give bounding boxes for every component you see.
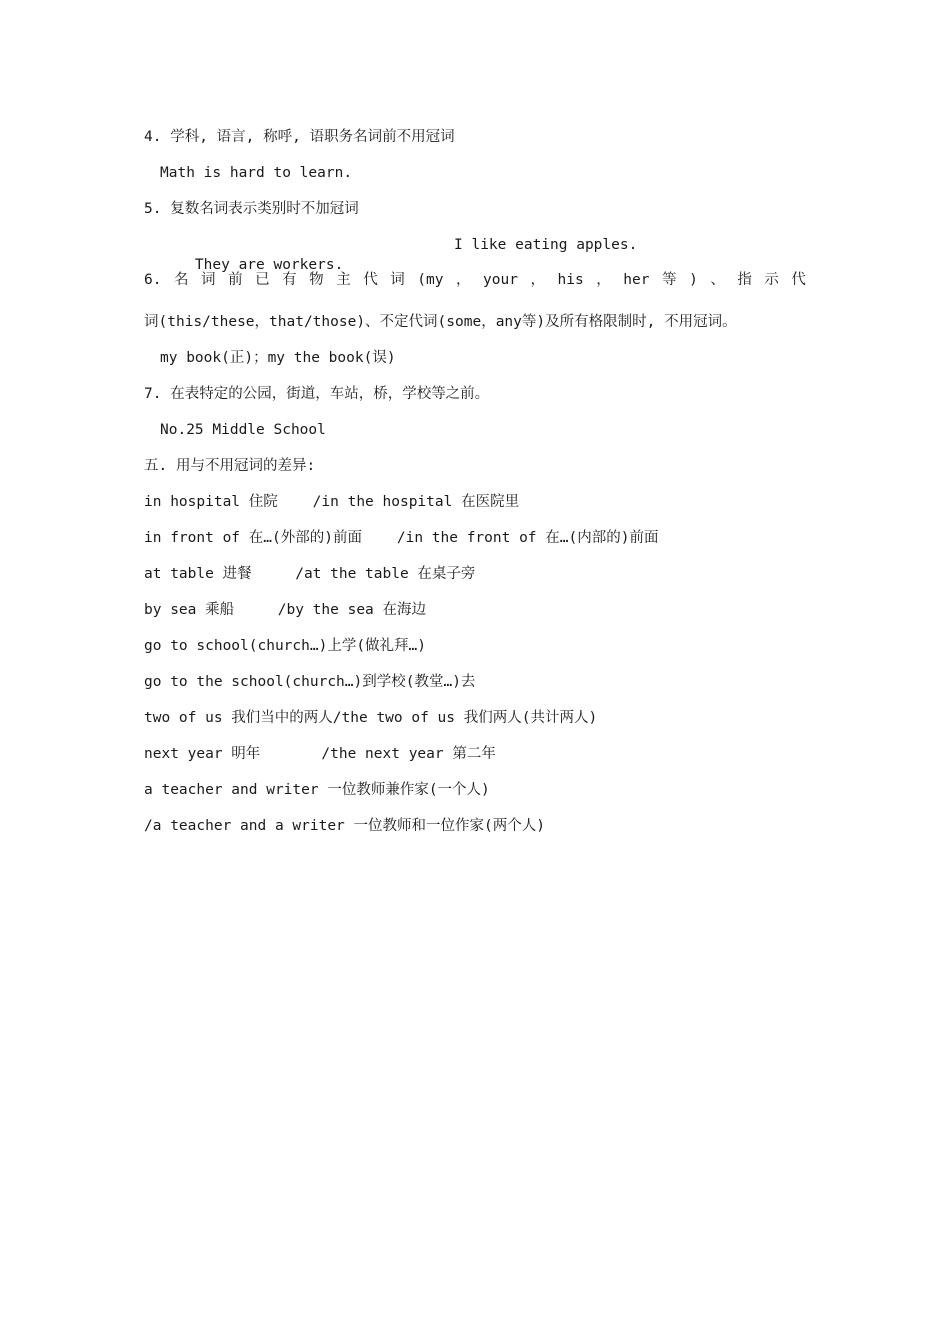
pair-line: by sea 乘船 /by the sea 在海边 <box>144 602 427 618</box>
pair-line: go to the school(church…)到学校(教堂…)去 <box>144 674 476 690</box>
pair-line: in hospital 住院 /in the hospital 在医院里 <box>144 494 520 510</box>
item6-token: 有 <box>282 272 297 288</box>
item6-title <box>144 270 806 290</box>
item6-token: 物 <box>309 272 324 288</box>
item6-token: (my <box>417 272 444 288</box>
item6-example: my book(正)；my the book(误) <box>160 350 396 366</box>
item5-example-a: They are workers. <box>194 257 344 273</box>
item6-token: 名 <box>174 272 189 288</box>
item7-example: No.25 Middle School <box>160 422 326 438</box>
item6-token: 6. <box>144 272 162 288</box>
pair-line: at table 进餐 /at the table 在桌子旁 <box>144 566 476 582</box>
item6-token: your <box>483 272 518 288</box>
item6-token: 、 <box>710 272 725 288</box>
item6-title-continued: 词(this/these，that/those)、不定代词(some，any等)及所有格限制时, 不用冠词。 <box>144 314 737 330</box>
item6-token: his <box>557 272 584 288</box>
pair-line: two of us 我们当中的两人/the two of us 我们两人(共计两人) <box>144 710 598 726</box>
item4-title: 4. 学科, 语言, 称呼, 语职务名词前不用冠词 <box>144 129 455 145</box>
section5-title: 五. 用与不用冠词的差异: <box>144 458 316 474</box>
item7-title: 7. 在表特定的公园，街道，车站，桥，学校等之前。 <box>144 386 490 402</box>
item6-token: 代 <box>791 272 806 288</box>
item6-token: ， <box>596 272 611 288</box>
item6-token: 示 <box>764 272 779 288</box>
item6-token: 等 <box>662 272 677 288</box>
item6-token: 代 <box>363 272 378 288</box>
item6-token: 前 <box>228 272 243 288</box>
pair-line: next year 明年 /the next year 第二年 <box>144 746 496 762</box>
item6-token: 指 <box>737 272 752 288</box>
pair-line: in front of 在…(外部的)前面 /in the front of 在…(内部的)前面 <box>144 530 659 546</box>
item6-token: ， <box>456 272 471 288</box>
item6-token: 词 <box>390 272 405 288</box>
pair-line: a teacher and writer 一位教师兼作家(一个人) <box>144 782 490 798</box>
item6-token: her <box>623 272 650 288</box>
item6-token: 主 <box>336 272 351 288</box>
pair-line: go to school(church…)上学(做礼拜…) <box>144 638 427 654</box>
pair-line: /a teacher and a writer 一位教师和一位作家(两个人) <box>144 818 545 834</box>
item6-token: ， <box>530 272 545 288</box>
item6-token: ) <box>689 272 698 288</box>
item4-example: Math is hard to learn. <box>160 165 353 181</box>
item6-token: 词 <box>201 272 216 288</box>
item5-title: 5. 复数名词表示类别时不加冠词 <box>144 201 359 217</box>
item5-example-b: I like eating apples. <box>454 237 638 253</box>
item6-token: 已 <box>255 272 270 288</box>
